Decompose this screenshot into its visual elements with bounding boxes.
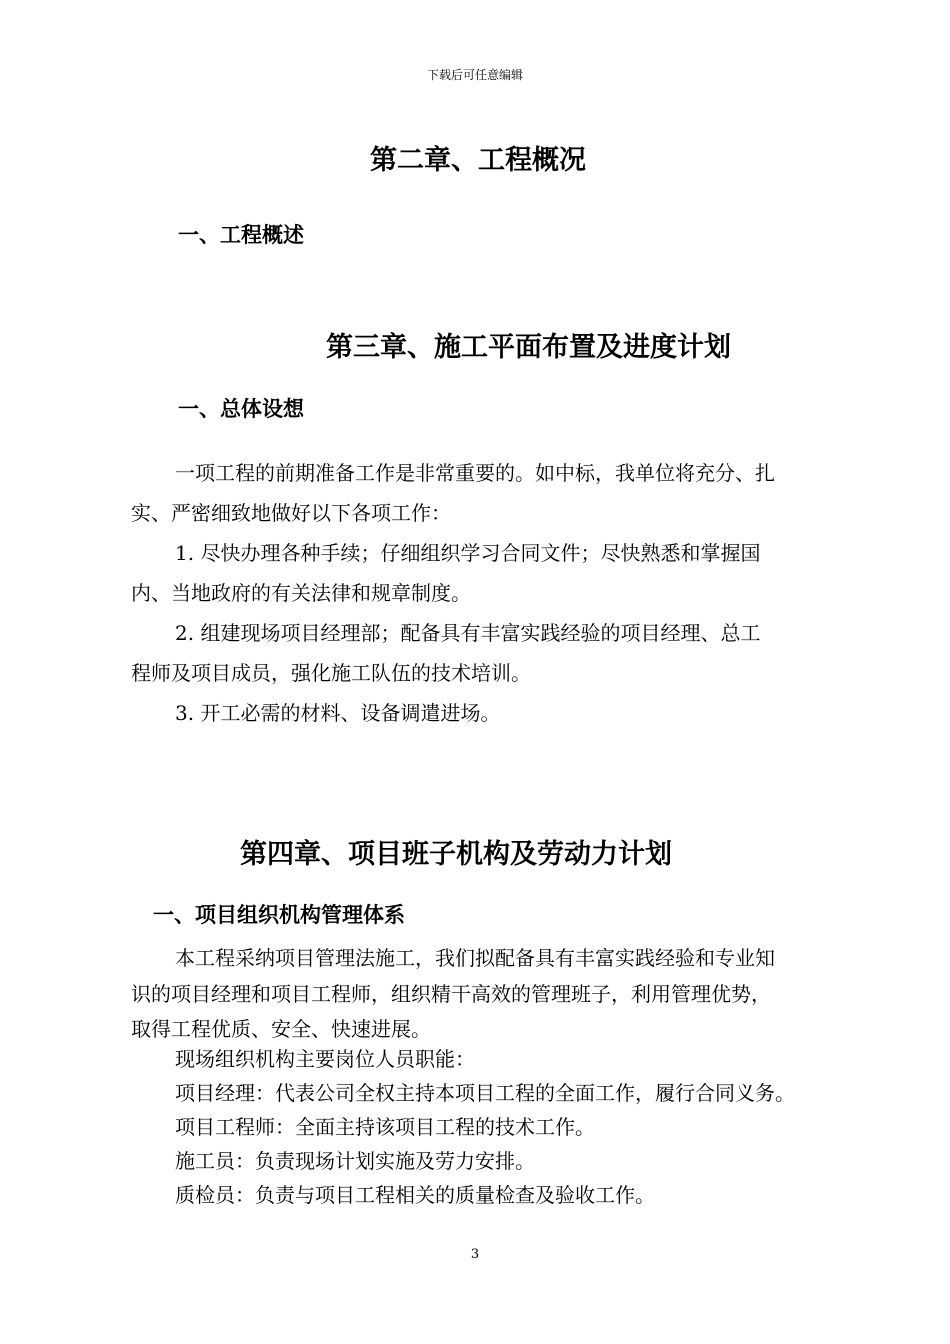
paragraph-line: 2. 组建现场项目经理部；配备具有丰富实践经验的项目经理、总工: [175, 621, 761, 645]
paragraph-line: 质检员：负责与项目工程相关的质量检查及验收工作。: [175, 1183, 655, 1207]
paragraph-line: 施工员：负责现场计划实施及劳力安排。: [175, 1149, 535, 1173]
paragraph-line: 取得工程优质、安全、快速进展。: [131, 1017, 431, 1041]
chapter-4-title: 第四章、项目班子机构及劳动力计划: [240, 839, 672, 870]
page-number: 3: [470, 1247, 480, 1262]
paragraph-line: 内、当地政府的有关法律和规章制度。: [131, 581, 471, 605]
chapter-3-section-heading: 一、总体设想: [178, 397, 304, 421]
chapter-2-title: 第二章、工程概况: [370, 145, 586, 176]
paragraph-line: 现场组织机构主要岗位人员职能：: [175, 1047, 475, 1071]
paragraph-line: 本工程采纳项目管理法施工，我们拟配备具有丰富实践经验和专业知: [175, 946, 775, 970]
paragraph-line: 3. 开工必需的材料、设备调遣进场。: [175, 701, 501, 725]
chapter-4-section-heading: 一、项目组织机构管理体系: [153, 903, 405, 927]
paragraph-line: 项目工程师：全面主持该项目工程的技术工作。: [175, 1115, 595, 1139]
page-header: 下载后可任意编辑: [426, 68, 523, 82]
paragraph-line: 程师及项目成员，强化施工队伍的技术培训。: [131, 661, 531, 685]
chapter-3-title: 第三章、施工平面布置及进度计划: [326, 332, 731, 363]
paragraph-line: 识的项目经理和项目工程师，组织精干高效的管理班子，利用管理优势，: [131, 982, 771, 1006]
chapter-2-section-heading: 一、工程概述: [178, 223, 304, 247]
paragraph-line: 1. 尽快办理各种手续；仔细组织学习合同文件；尽快熟悉和掌握国: [175, 541, 761, 565]
paragraph-line: 一项工程的前期准备工作是非常重要的。如中标，我单位将充分、扎: [175, 461, 775, 485]
paragraph-line: 项目经理：代表公司全权主持本项目工程的全面工作，履行合同义务。: [175, 1081, 795, 1105]
paragraph-line: 实、严密细致地做好以下各项工作：: [131, 501, 451, 525]
